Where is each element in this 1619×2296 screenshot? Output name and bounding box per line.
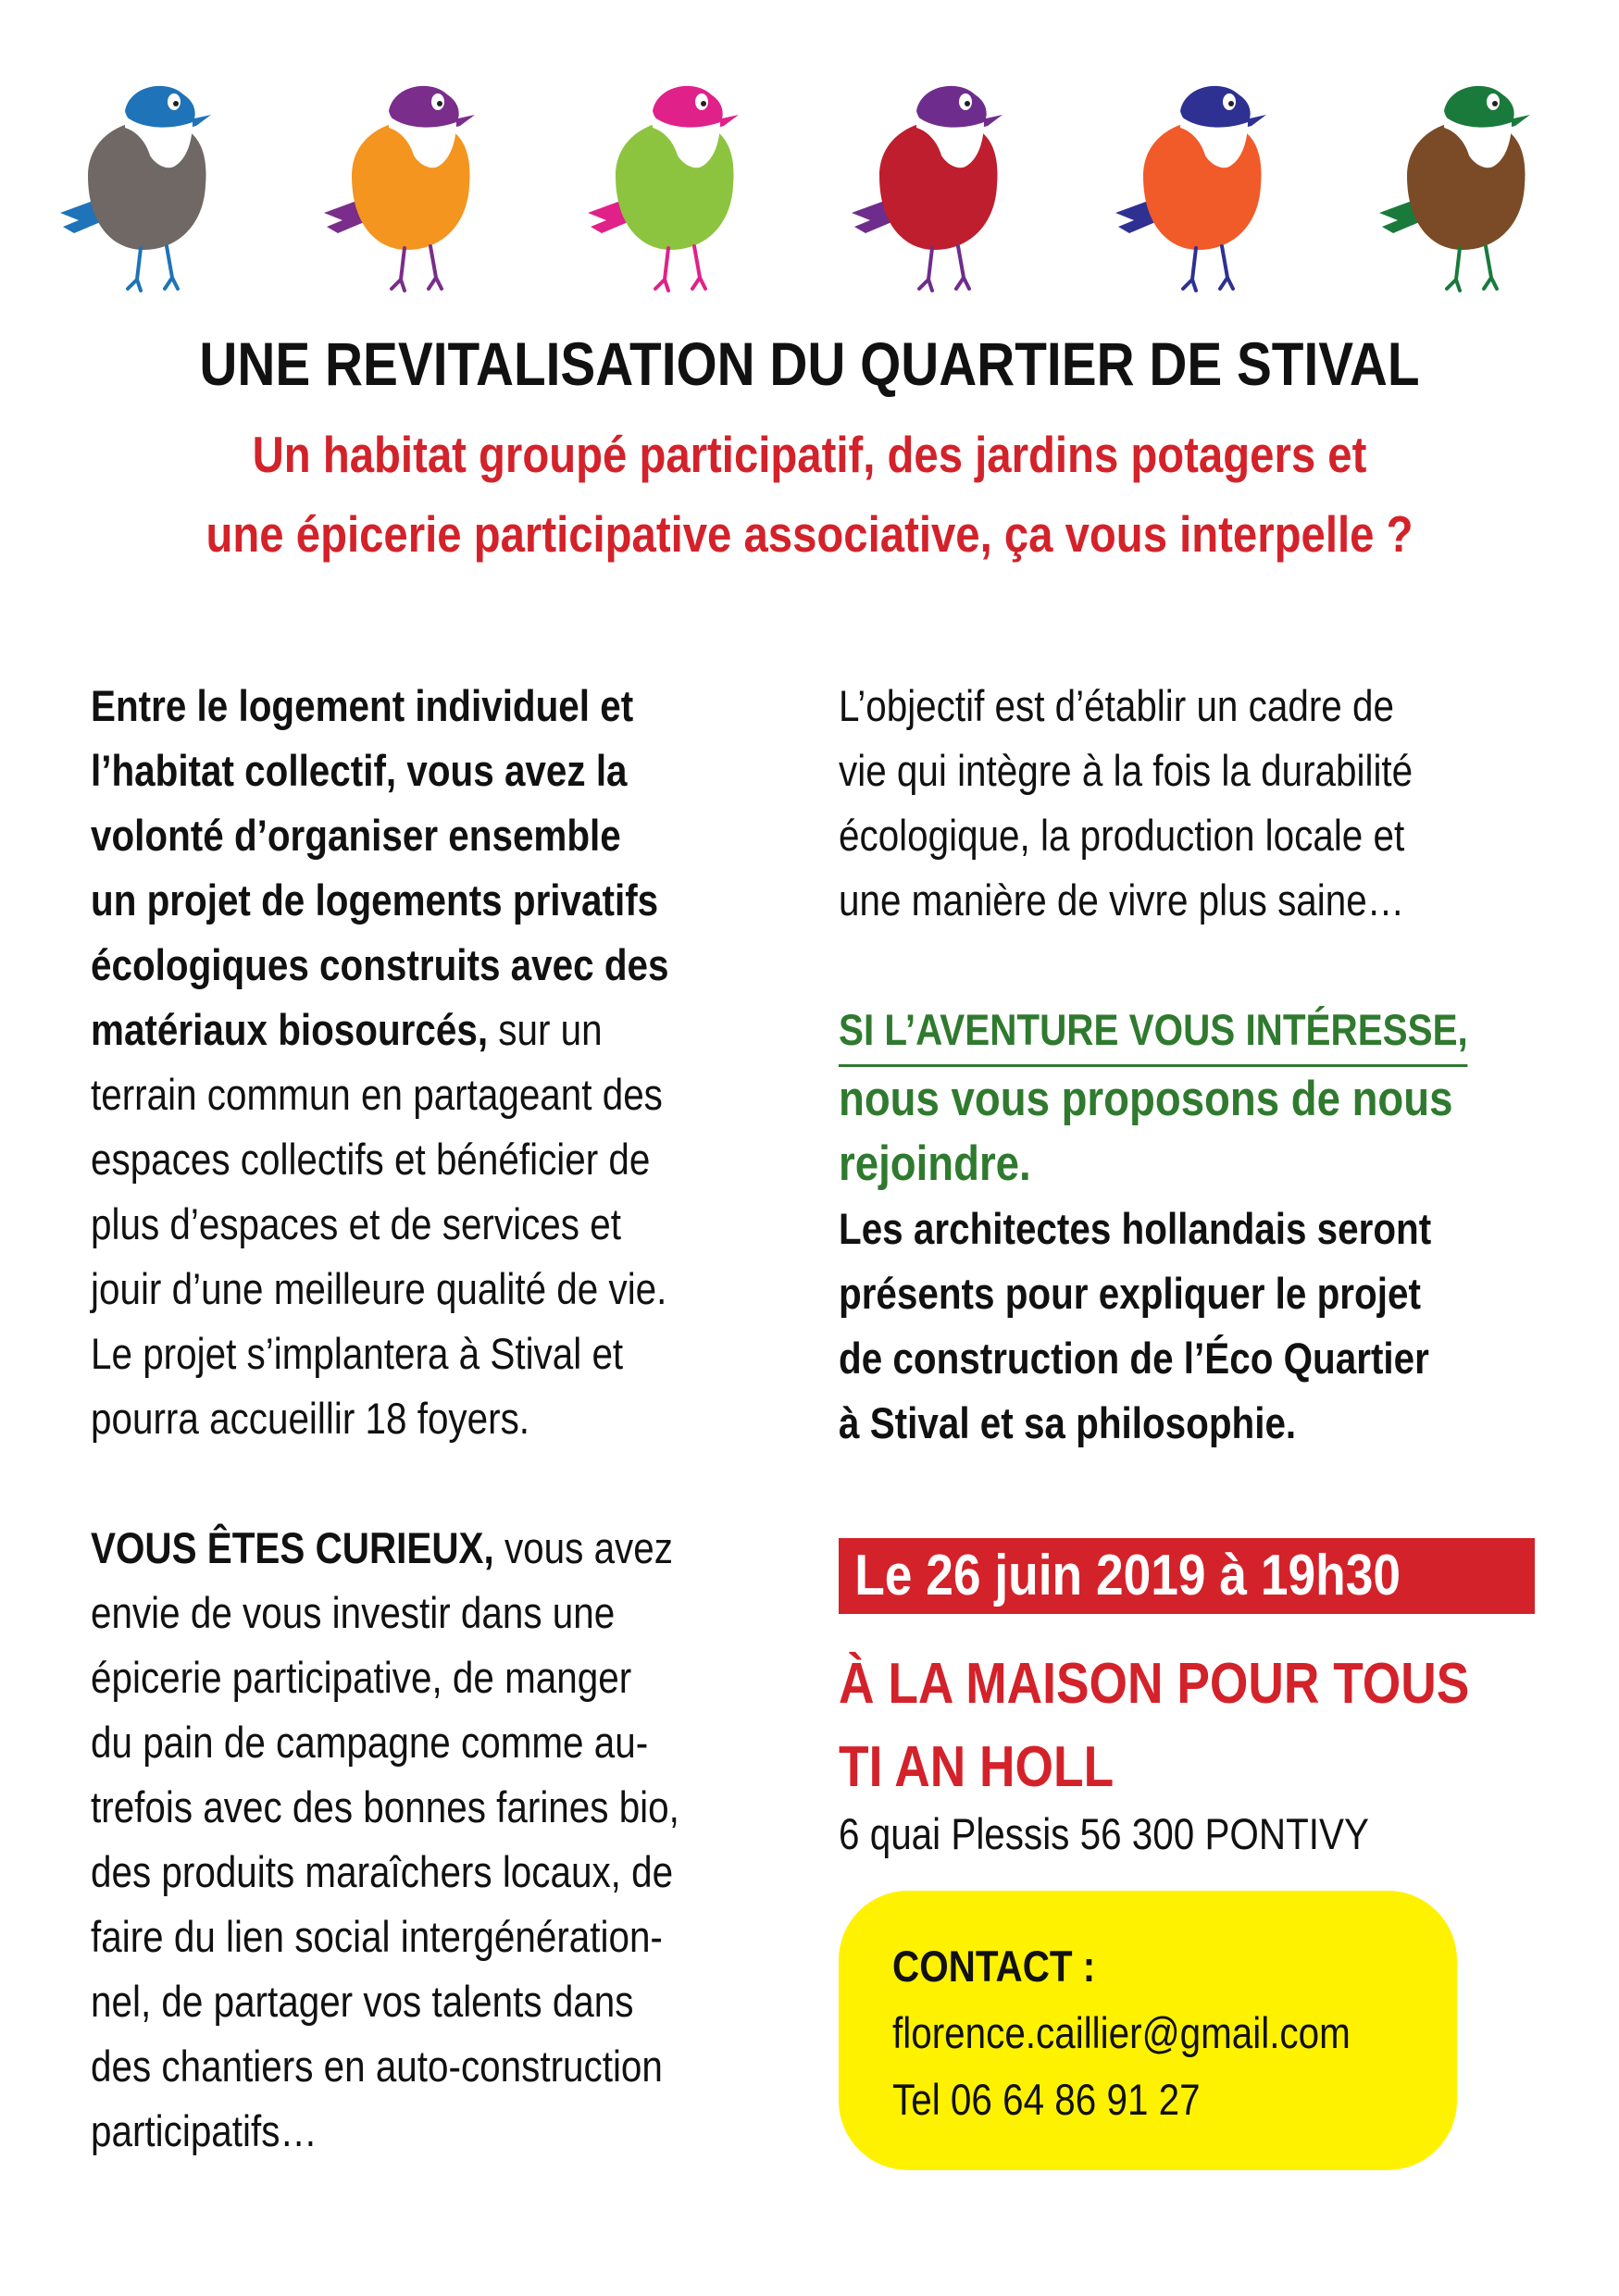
text-line: écologique, la production locale et — [839, 811, 1405, 860]
text-line: de construction de l’Éco Quartier — [839, 1334, 1429, 1383]
text-line: une manière de vivre plus saine… — [839, 875, 1405, 925]
text-line — [91, 1581, 807, 1645]
plain-text: espaces collectifs et bénéficier de — [91, 1135, 651, 1184]
plain-text: plus d’espaces et de services et — [91, 1199, 621, 1248]
plain-text: faire du lien social intergénération- — [91, 1912, 663, 1961]
architects-paragraph — [839, 1197, 1561, 1456]
subtitle-line-1: Un habitat groupé participatif, des jardins potagers et — [252, 426, 1367, 483]
bird-icon-3 — [565, 74, 778, 296]
plain-text: sur un — [488, 1005, 603, 1054]
objective-paragraph — [839, 674, 1561, 933]
text-line: rejoindre. — [839, 1136, 1031, 1191]
text-line — [91, 2099, 807, 2164]
text-line: L’objectif est d’établir un cadre de — [839, 681, 1394, 730]
text-line — [91, 803, 807, 868]
text-line — [91, 868, 807, 933]
bird-icon-4 — [828, 74, 1041, 296]
address-text: 6 quai Plessis 56 300 PONTIVY — [839, 1809, 1369, 1858]
text-line — [91, 1386, 807, 1451]
left-column — [91, 674, 813, 2164]
plain-text: envie de vous investir dans une — [91, 1588, 616, 1637]
contact-box — [839, 1891, 1457, 2170]
plain-text: des chantiers en auto-construction — [91, 2042, 663, 2091]
bold-text: écologiques construits avec des — [91, 940, 669, 989]
adventure-text — [839, 1067, 1561, 1197]
text-line — [91, 1969, 807, 2034]
bird-icon-5 — [1092, 74, 1305, 296]
text-line: à Stival et sa philosophie. — [839, 1398, 1297, 1447]
event-date: Le 26 juin 2019 à 19h30 — [854, 1544, 1401, 1607]
text-line — [91, 1775, 807, 1840]
plain-text: nel, de partager vos talents dans — [91, 1977, 634, 2026]
page-subtitle — [113, 415, 1505, 574]
text-line — [91, 1322, 807, 1386]
bold-text: VOUS ÊTES CURIEUX, — [91, 1523, 494, 1572]
text-line: Les architectes hollandais seront — [839, 1204, 1432, 1253]
bird-icon-1 — [37, 74, 250, 296]
plain-text: épicerie participative, de manger — [91, 1653, 632, 1702]
adventure-heading: SI L’AVENTURE VOUS INTÉRESSE, — [839, 998, 1555, 1067]
event-address — [839, 1805, 1455, 1864]
plain-text: des produits maraîchers locaux, de — [91, 1847, 674, 1896]
venue-line-2: TI AN HOLL — [839, 1735, 1115, 1799]
birds-illustration — [37, 74, 1592, 296]
contact-label: CONTACT : — [892, 1942, 1096, 1991]
event-venue — [839, 1643, 1572, 1809]
plain-text: vous avez — [493, 1523, 673, 1572]
plain-text: Le projet s’implantera à Stival et — [91, 1329, 624, 1378]
contact-email[interactable]: florence.caillier@gmail.com — [892, 2008, 1351, 2057]
plain-text: participatifs… — [91, 2106, 318, 2155]
bird-icon-2 — [301, 74, 514, 296]
text-line — [91, 674, 807, 738]
plain-text: trefois avec des bonnes farines bio, — [91, 1782, 679, 1831]
plain-text: pourra accueillir 18 foyers. — [91, 1394, 530, 1443]
event-date-banner — [839, 1538, 1535, 1614]
text-line — [91, 1127, 807, 1192]
subtitle-line-2: une épicerie participative associative, ça vous interpelle ? — [205, 505, 1414, 563]
text-line: nous vous proposons de nous — [839, 1072, 1453, 1126]
bold-text: Entre le logement individuel et — [91, 681, 634, 730]
text-line — [91, 998, 807, 1062]
text-line — [91, 933, 807, 998]
plain-text: terrain commun en partageant des — [91, 1070, 663, 1119]
intro-paragraph — [91, 674, 813, 1451]
plain-text: du pain de campagne comme au- — [91, 1718, 649, 1767]
right-column — [839, 674, 1561, 1456]
contact-phone[interactable]: Tel 06 64 86 91 27 — [892, 2075, 1201, 2124]
bold-text: matériaux biosourcés, — [91, 1005, 489, 1054]
text-line: présents pour expliquer le projet — [839, 1269, 1421, 1318]
plain-text: jouir d’une meilleure qualité de vie. — [91, 1264, 667, 1313]
text-line — [91, 1645, 807, 1710]
text-line — [91, 738, 807, 803]
bird-icon-6 — [1356, 74, 1569, 296]
venue-line-1: À LA MAISON POUR TOUS — [839, 1652, 1470, 1716]
text-line — [91, 1840, 807, 1905]
text-line: vie qui intègre à la fois la durabilité — [839, 746, 1414, 795]
text-line — [91, 2034, 807, 2099]
text-line — [91, 1905, 807, 1969]
bold-text: un projet de logements privatifs — [91, 875, 659, 925]
bold-text: volonté d’organiser ensemble — [91, 811, 621, 860]
text-line — [91, 1192, 807, 1257]
bold-text: l’habitat collectif, vous avez la — [91, 746, 628, 795]
text-line — [91, 1062, 807, 1127]
text-line — [91, 1516, 807, 1581]
page-title: UNE REVITALISATION DU QUARTIER DE STIVAL — [199, 329, 1420, 398]
curious-paragraph — [91, 1516, 813, 2164]
text-line — [91, 1257, 807, 1322]
text-line — [91, 1710, 807, 1775]
